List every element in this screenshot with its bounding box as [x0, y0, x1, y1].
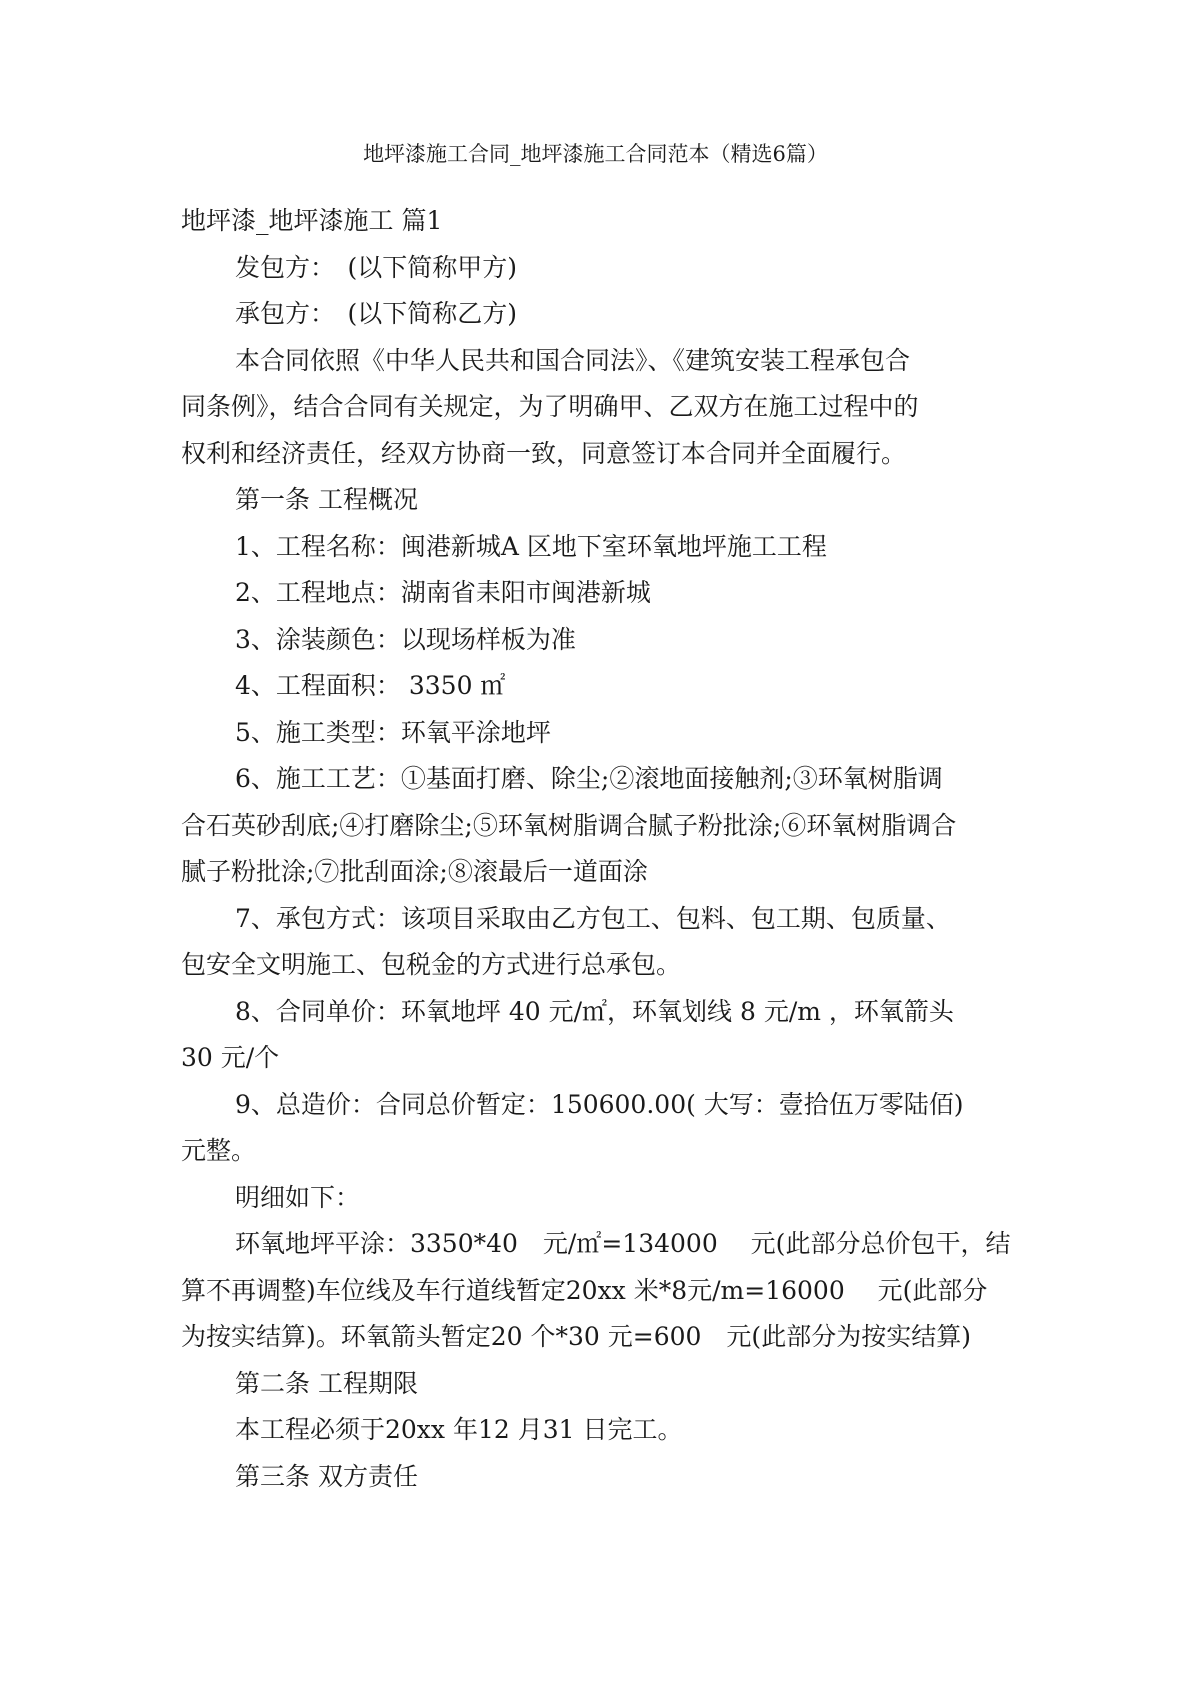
- document-title: 地坪漆施工合同_地坪漆施工合同范本（精选6篇）: [363, 142, 828, 166]
- list-item: [181, 1082, 1041, 1175]
- paragraph-line: 30 元/个: [181, 1043, 280, 1072]
- paragraph-line: 本合同依照《中华人民共和国合同法》、《建筑安装工程承包合: [235, 345, 911, 375]
- section-heading: 地坪漆_地坪漆施工 篇1: [181, 206, 443, 235]
- detail-paragraph: [181, 1221, 1041, 1361]
- paragraph-line: 为按实结算)。环氧箭头暂定20 个*30 元=600 元(此部分为按实结算): [181, 1322, 971, 1351]
- paragraph-line: 包安全文明施工、包税金的方式进行总承包。: [181, 950, 682, 979]
- paragraph-line: 7、承包方式：该项目采取由乙方包工、包料、包工期、包质量、: [235, 903, 951, 933]
- list-item: 2、工程地点：湖南省耒阳市闽港新城: [235, 578, 651, 607]
- list-item: 4、工程面积： 3350 ㎡: [235, 671, 506, 700]
- list-item: [181, 989, 1041, 1082]
- list-item: 3、涂装颜色：以现场样板为准: [235, 624, 576, 654]
- party-a: 发包方： (以下简称甲方): [235, 252, 518, 282]
- article-heading: 第一条 工程概况: [235, 485, 418, 514]
- article-heading: 第二条 工程期限: [235, 1368, 418, 1398]
- party-b: 承包方： (以下简称乙方): [235, 299, 518, 328]
- paragraph-line: 算不再调整)车位线及车行道线暂定20xx 米*8元/m=16000 元(此部分: [181, 1275, 988, 1305]
- paragraph-line: 6、施工工艺：①基面打磨、除尘;②滚地面接触剂;③环氧树脂调: [235, 764, 943, 793]
- detail-heading: 明细如下：: [235, 1182, 361, 1212]
- document-body: [181, 198, 1041, 1500]
- paragraph-line: 权利和经济责任，经双方协商一致，同意签订本合同并全面履行。: [181, 438, 907, 468]
- list-item: 5、施工类型：环氧平涂地坪: [235, 717, 551, 747]
- paragraph-line: 元整。: [181, 1136, 257, 1165]
- paragraph-line: 同条例》，结合合同有关规定，为了明确甲、乙双方在施工过程中的: [181, 392, 919, 421]
- paragraph-line: 8、合同单价：环氧地坪 40 元/㎡，环氧划线 8 元/m ，环氧箭头: [235, 996, 954, 1026]
- list-item: [181, 756, 1041, 896]
- intro-paragraph: [181, 338, 1041, 478]
- paragraph-line: 环氧地坪平涂：3350*40 元/㎡=134000 元(此部分总价包干，结: [235, 1229, 1011, 1258]
- paragraph-line: 合石英砂刮底;④打磨除尘;⑤环氧树脂调合腻子粉批涂;⑥环氧树脂调合: [181, 810, 957, 840]
- deadline-text: 本工程必须于20xx 年12 月31 日完工。: [235, 1415, 683, 1444]
- paragraph-line: 腻子粉批涂;⑦批刮面涂;⑧滚最后一道面涂: [181, 857, 648, 886]
- paragraph-line: 9、总造价：合同总价暂定：150600.00( 大写：壹拾伍万零陆佰): [235, 1089, 964, 1119]
- list-item: [181, 896, 1041, 989]
- list-item: 1、工程名称：闽港新城A 区地下室环氧地坪施工工程: [235, 531, 827, 561]
- article-heading: 第三条 双方责任: [235, 1461, 418, 1491]
